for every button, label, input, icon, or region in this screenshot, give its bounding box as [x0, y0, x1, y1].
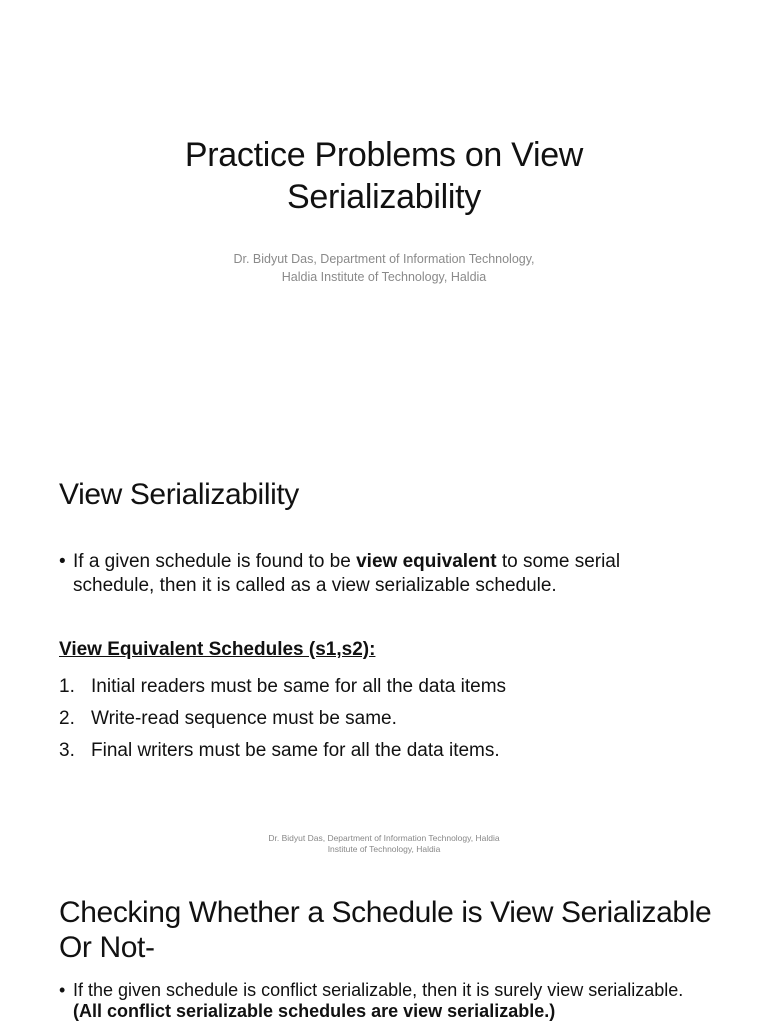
heading-line-1: Checking Whether a Schedule is View Serializable — [59, 896, 712, 929]
bullet-text-post: to some serial schedule, then it is called as a view serializable schedule. — [73, 551, 621, 596]
title-slide — [0, 0, 768, 440]
list-item — [59, 671, 506, 703]
slide-heading — [59, 895, 739, 965]
checking-view-serializable-slide — [0, 870, 768, 1024]
list-number: 3. — [59, 740, 75, 761]
list-item — [59, 703, 506, 735]
bullet-text-bold: view equivalent — [356, 551, 497, 572]
list-number: 2. — [59, 708, 75, 729]
numbered-list — [59, 671, 506, 767]
bullet-text-main: If the given schedule is conflict serializable, then it is surely view serializable. — [73, 980, 684, 1000]
slide-title — [0, 134, 768, 218]
subtitle-line-1: Dr. Bidyut Das, Department of Information Technology, — [233, 252, 535, 266]
list-text: Write-read sequence must be same. — [91, 708, 397, 729]
bullet-text — [59, 550, 699, 598]
footer-line-2: Institute of Technology, Haldia — [327, 844, 441, 854]
slide-footer — [0, 833, 768, 855]
footer-line-1: Dr. Bidyut Das, Department of Information Technology, Haldia — [268, 833, 500, 843]
list-text: Initial readers must be same for all the data items — [91, 676, 507, 697]
bullet-marker: • — [59, 551, 66, 572]
bullet-marker: • — [59, 980, 66, 1000]
list-number: 1. — [59, 676, 75, 697]
list-item — [59, 735, 506, 767]
slide-title-line-2: Serializability — [287, 178, 481, 216]
bullet-item — [59, 550, 699, 598]
bullet-text-pre: If a given schedule is found to be — [73, 551, 357, 572]
slide-subtitle — [0, 250, 768, 286]
bullet-text-bold: (All conflict serializable schedules are view serializable.) — [73, 1001, 556, 1021]
view-serializability-slide — [0, 440, 768, 870]
slide-heading: View Serializability — [59, 478, 299, 511]
slide-title-line-1: Practice Problems on View — [184, 136, 584, 174]
bullet-text — [59, 980, 699, 1022]
subtitle-line-2: Haldia Institute of Technology, Haldia — [281, 270, 487, 284]
list-text: Final writers must be same for all the data items. — [91, 740, 500, 761]
bullet-item — [59, 980, 699, 1022]
heading-line-2: Or Not- — [59, 931, 155, 964]
subheading: View Equivalent Schedules (s1,s2): — [59, 639, 376, 660]
